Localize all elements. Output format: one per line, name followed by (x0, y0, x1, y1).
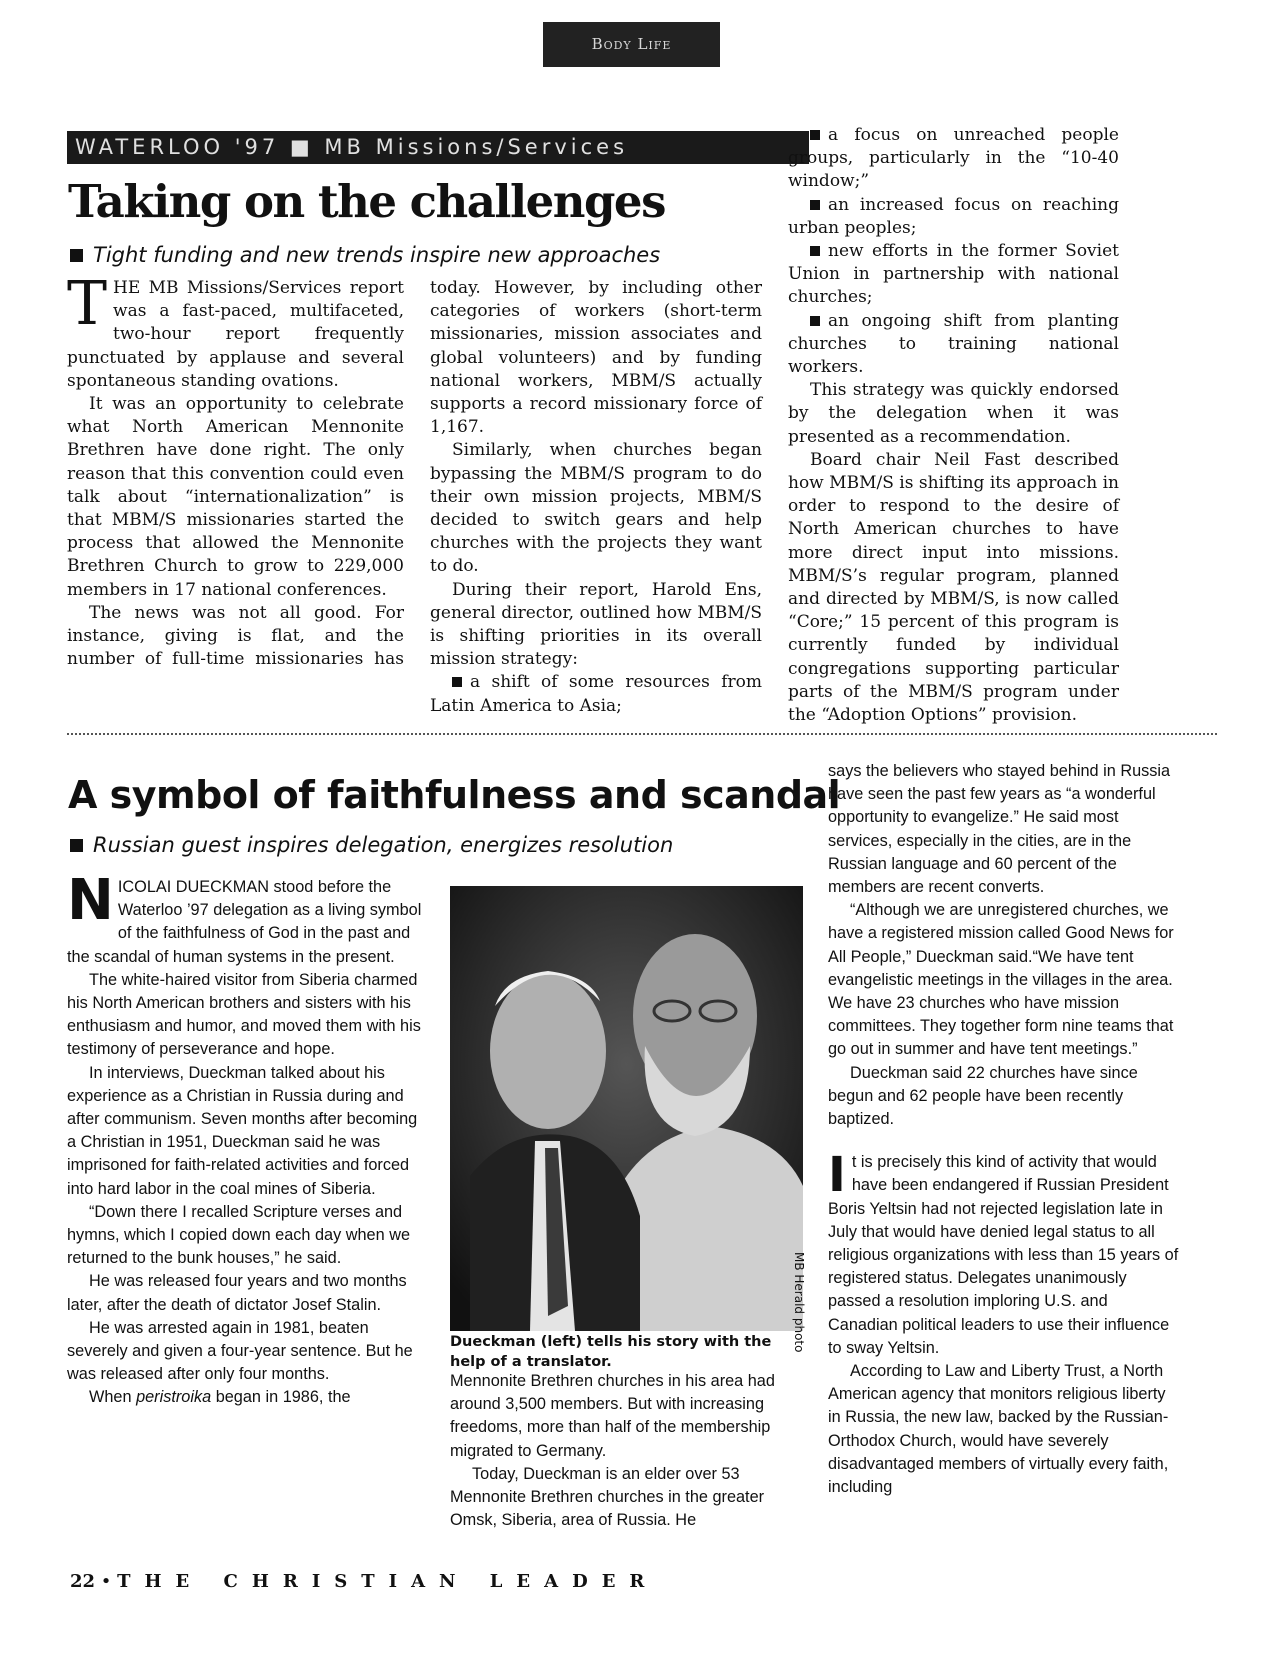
photo-dueckman (450, 886, 803, 1331)
bullet-square-icon (810, 130, 820, 140)
article2-p5: He was released four years and two months later, after the death of dictator Josef Stalin. (67, 1272, 407, 1314)
article2-p11: t is precisely this kind of activity that would have been endangered if Russian President Boris Yeltsin had not rejected legislation late in July that would have denied legal status to all religious organizations with less than 15 years of registered status. Delegates unanimously passed a resolution imploring U.S. and Canadian political leaders to use their influence to sway Yeltsin. (828, 1153, 1179, 1357)
article1-p1: HE MB Missions/Services report was a fast-paced, multifaceted, two-hour report frequently punctuated by applause and several spontaneous standing ovations. (67, 278, 404, 391)
article1-bullet-item (788, 310, 1119, 380)
article1-bullet-item (788, 194, 1119, 240)
article2-p8: Today, Dueckman is an elder over 53 Mennonite Brethren churches in the greater Omsk, Siberia, area of Russia. He (450, 1464, 765, 1530)
bullet-text: new efforts in the former Soviet Union in partnership with national churches; (788, 241, 1119, 308)
bullet-square-icon (810, 246, 820, 256)
article2-title: A symbol of faithfulness and scandal (68, 773, 841, 817)
article1-p2: It was an opportunity to celebrate what North American Mennonite Brethren have done right. The only reason that this convention could even talk about “internationalization” is that MBM/S missionaries started the process that allowed the Mennonite Brethren Church to grow to 229,000 members in 17 national conferences. (67, 394, 404, 600)
article2-p8-cont: says the believers who stayed behind in Russia have seen the past few years as “a wonderful opportunity to evangelize.” He said most services, especially in the cities, are in the Russian language and 60 percent of the members are recent converts. (828, 762, 1171, 897)
bullet-square-icon (452, 677, 462, 687)
article2-p6: He was arrested again in 1981, beaten severely and given a four-year sentence. But he was released after only four months. (67, 1318, 413, 1384)
article2-p10: Dueckman said 22 churches have since begun and 62 people have been recently baptized. (828, 1063, 1138, 1129)
photo-caption: Dueckman (left) tells his story with the help of a translator. (450, 1334, 772, 1370)
photo-credit: MB Herald photo (792, 1252, 806, 1353)
photo-image (450, 886, 803, 1331)
page-footer (70, 1571, 658, 1592)
article2-p3: In interviews, Dueckman talked about his experience as a Christian in Russia during and after communism. Seven months after becoming a Christian in 1951, Dueckman said he was imprisoned for faith-related activities and forced into hard labor in the coal mines of Siberia. (67, 1063, 418, 1198)
article1-deck-text: Tight funding and new trends inspire new approaches (93, 243, 661, 267)
dropcap: T (67, 269, 108, 339)
dropcap: I (828, 1147, 846, 1204)
article1-paragraph (67, 269, 404, 393)
article2-column-3 (828, 760, 1180, 1499)
article2-p12: According to Law and Liberty Trust, a North American agency that monitors religious liberty in Russia, the new law, backed by the Russian-Orthodox Church, would have severely disadvantaged members of virtually every faith, including (828, 1362, 1169, 1497)
bullet-text: an increased focus on reaching urban peoples; (788, 194, 1119, 238)
bullet-square-icon (70, 839, 83, 852)
bullet-text: an ongoing shift from planting churches to training national workers. (788, 310, 1119, 378)
article1-kicker: WATERLOO '97 ■ MB Missions/Services (67, 131, 809, 164)
dropcap: N (67, 868, 114, 933)
magazine-name: THE CHRISTIAN LEADER (117, 1571, 659, 1592)
italic-term: peristroika (136, 1388, 212, 1407)
article2-p9: “Although we are unregistered churches, we have a registered mission called Good News for All People,” Dueckman said.“We have tent evangelistic meetings in the villages in the area. We have 23 churches who have mission committees. They together form nine teams that go out in summer and have tent meetings.” (828, 901, 1174, 1059)
article-divider (67, 733, 1217, 735)
article1-p4: Similarly, when churches began bypassing the MBM/S program to do their own mission projects, MBM/S decided to switch gears and help churches with the projects they want to do. (430, 440, 762, 577)
article2-paragraph (828, 1147, 1180, 1360)
article2-p7-cont: Mennonite Brethren churches in his area had around 3,500 members. But with increasing freedoms, more than half of the membership migrated to Germany. (450, 1372, 775, 1460)
article1-p3: The news was not all good. For instance, giving is flat, and the number of full-time missionaries has (67, 602, 404, 670)
bullet-square-icon (810, 316, 820, 326)
bullet-text: a focus on unreached people groups, particularly in the “10-40 window;” (788, 125, 1119, 192)
article2-p2: The white-haired visitor from Siberia charmed his North American brothers and sisters with his enthusiasm and humor, and moved them with his testimony of perseverance and hope. (67, 970, 421, 1059)
article1-bullet-item (430, 671, 762, 717)
section-tag: Body Life (543, 22, 720, 67)
article1-column-1 (67, 269, 404, 671)
article1-title: Taking on the challenges (68, 175, 665, 228)
page-number: 22 (70, 1571, 96, 1592)
article1-p5: During their report, Harold Ens, general director, outlined how MBM/S is shifting priorities in its overall mission strategy: (430, 579, 762, 670)
article1-bullet-item (788, 124, 1119, 194)
article2-deck-text: Russian guest inspires delegation, energizes resolution (93, 833, 674, 857)
article2-column-2 (450, 1370, 800, 1532)
article1-deck (70, 242, 660, 268)
bullet-text: a shift of some resources from Latin America to Asia; (430, 672, 762, 716)
article1-bullet-item (788, 240, 1119, 310)
article1-p7: Board chair Neil Fast described how MBM/S is shifting its approach in order to respond to the desire of North American churches to have more direct input into missions. MBM/S’s regular program, planned and directed by MBM/S, is now called “Core;” 15 percent of this program is currently funded by individual congregations supporting particular parts of the MBM/S program under the “Adoption Options” provision. (788, 449, 1119, 726)
article1-p6: This strategy was quickly endorsed by the delegation when it was presented as a recommendation. (788, 380, 1119, 447)
article2-column-1 (67, 868, 427, 1409)
article2-p7: When peristroika began in 1986, the (89, 1388, 351, 1407)
article1-column-2 (430, 277, 762, 718)
article2-paragraph (67, 868, 427, 969)
article1-p3-cont: today. However, by including other categories of workers (short-term missionaries, mission associates and global volunteers) and by funding national workers, MBM/S actually supports a record missionary force of 1,167. (430, 278, 762, 438)
footer-separator: • (100, 1571, 112, 1592)
article2-p4: “Down there I recalled Scripture verses and hymns, which I copied down each day when we returned to the bunk houses,” he said. (67, 1202, 411, 1268)
bullet-square-icon (810, 200, 820, 210)
article2-deck (70, 831, 673, 859)
bullet-square-icon (70, 249, 83, 262)
article2-p1: ICOLAI DUECKMAN stood before the Waterloo ’97 delegation as a living symbol of the faithfulness of God in the past and the scandal of human systems in the present. (67, 878, 422, 966)
article1-column-3 (788, 124, 1119, 727)
